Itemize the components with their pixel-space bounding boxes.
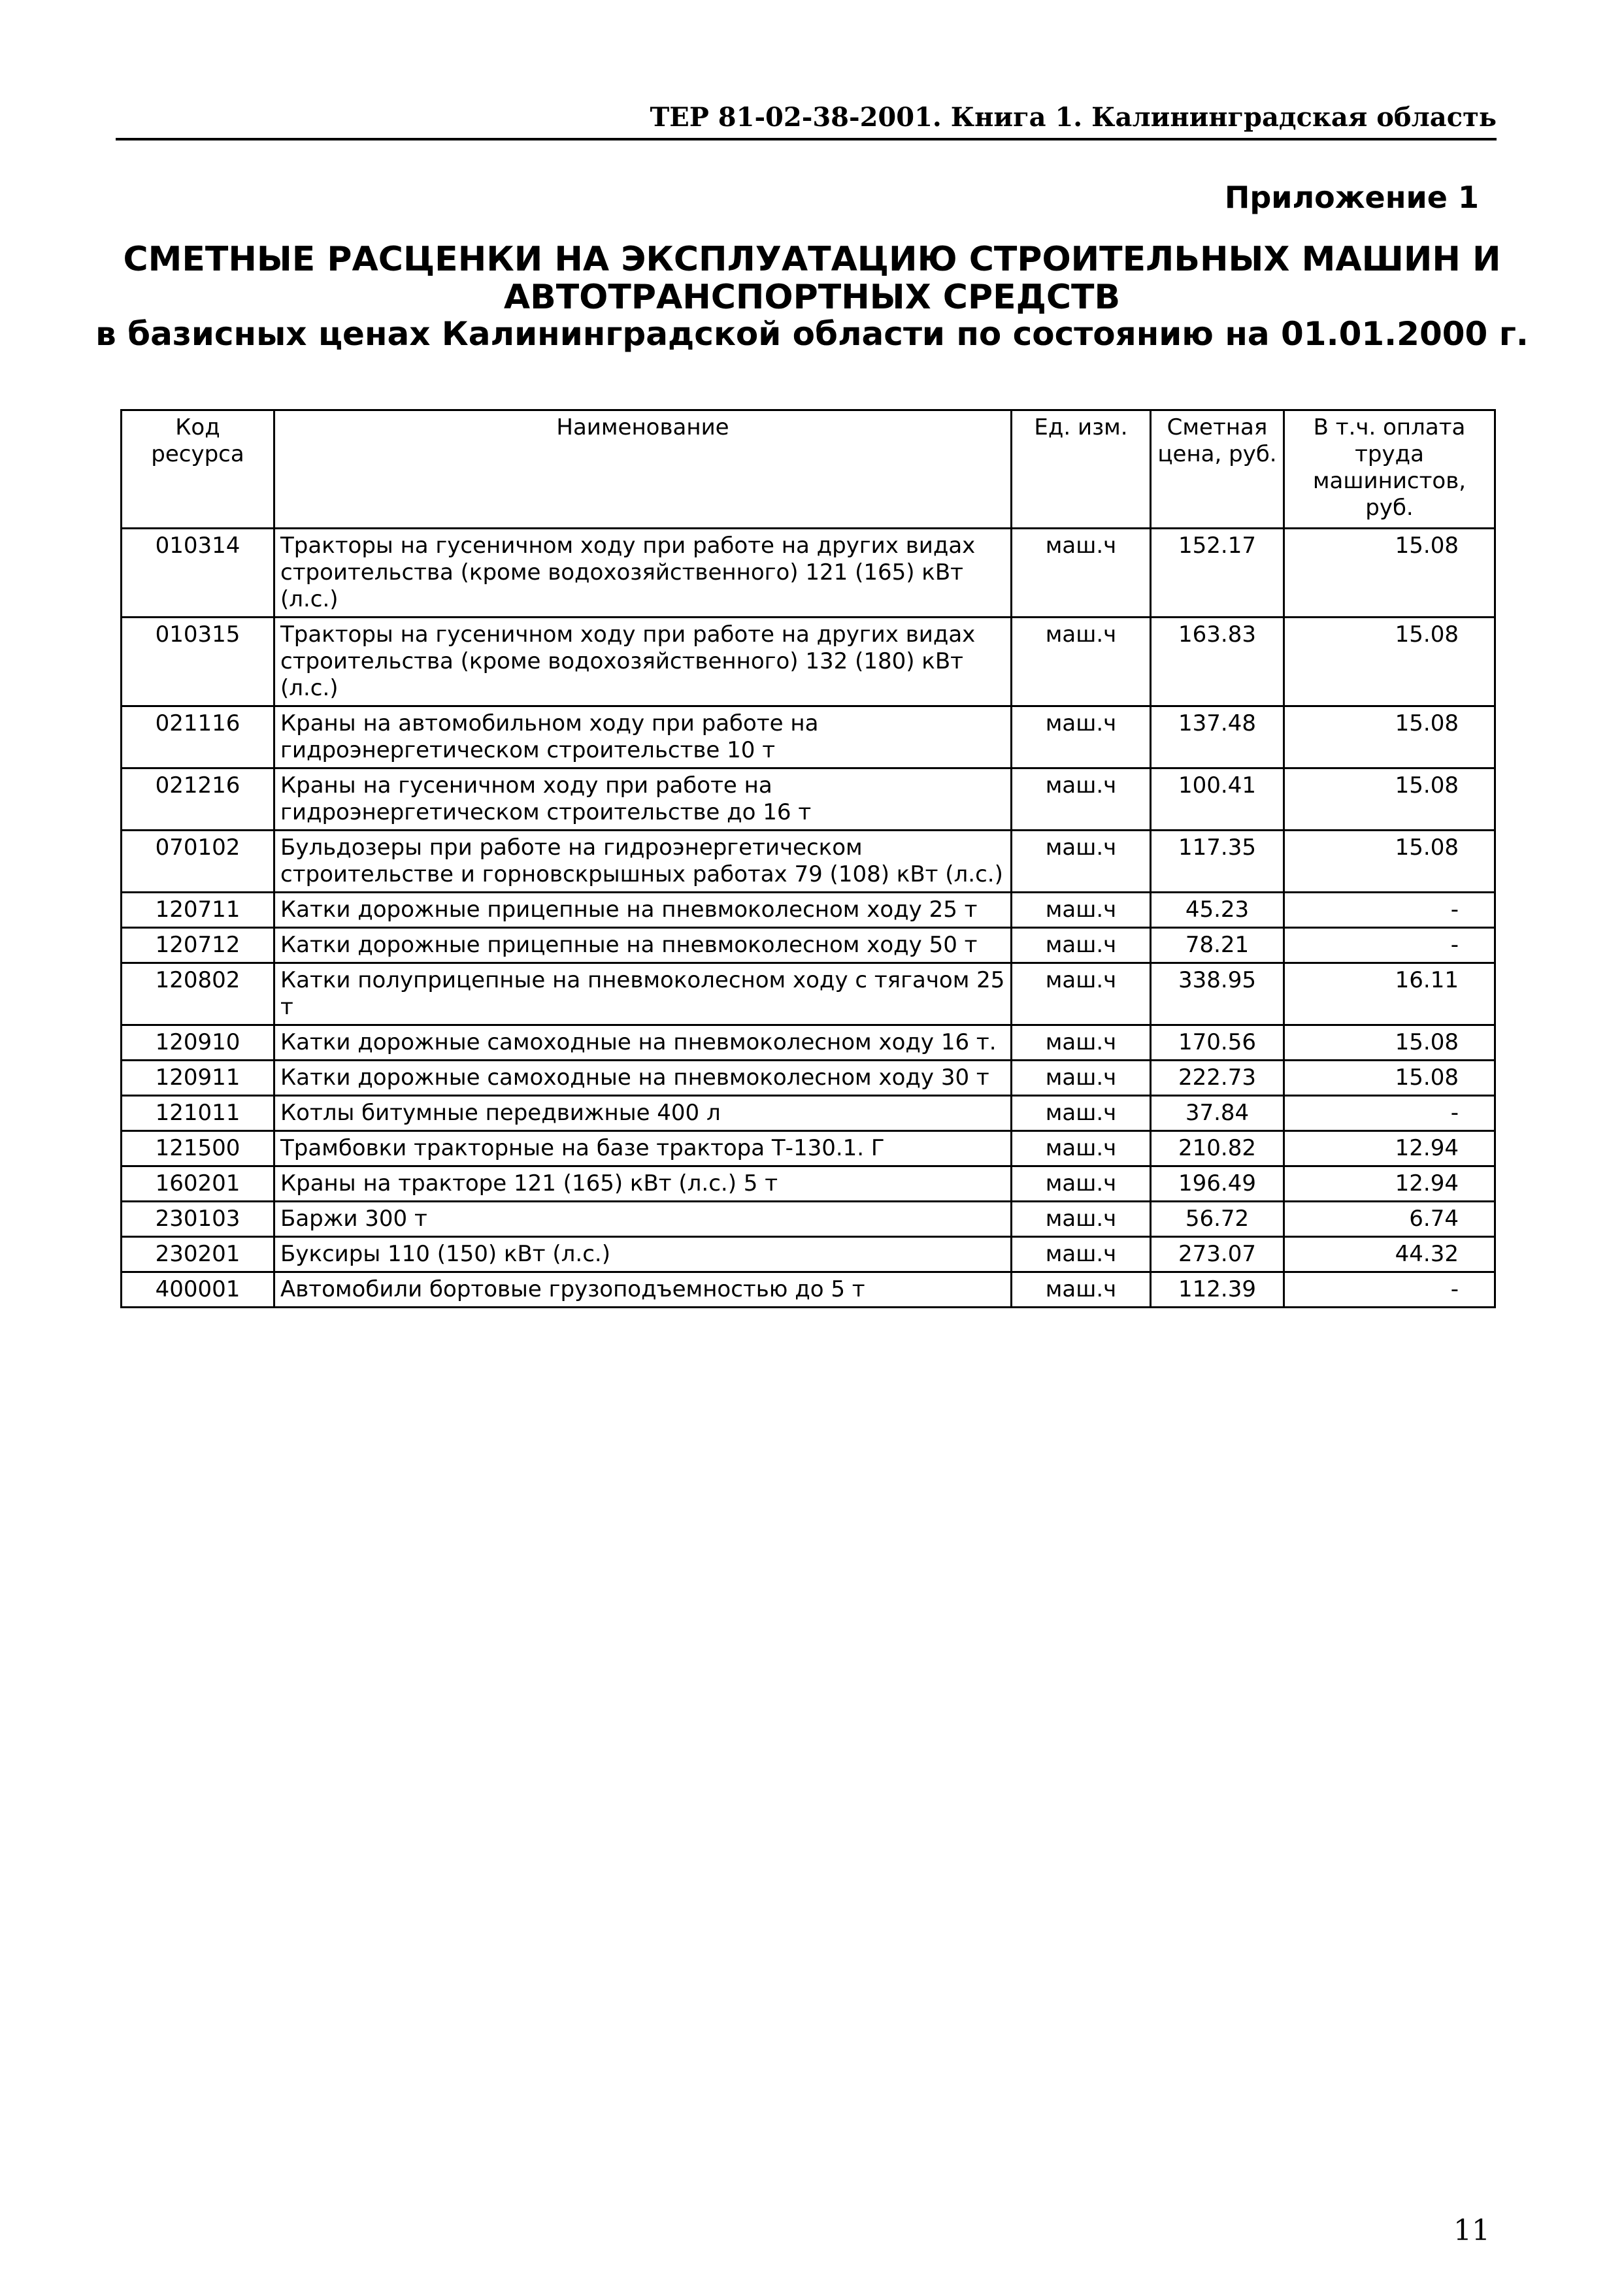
table-row	[122, 529, 1495, 618]
table-row	[122, 1061, 1495, 1096]
cell-unit: маш.ч	[1012, 831, 1151, 893]
cell-labor: 15.08	[1284, 831, 1495, 893]
cell-name: Краны на гусеничном ходу при работе на гидроэнергетическом строительстве до 16 т	[274, 768, 1012, 831]
cell-labor: 15.08	[1284, 618, 1495, 706]
table-row	[122, 831, 1495, 893]
cell-labor: 15.08	[1284, 1061, 1495, 1096]
cell-labor: 15.08	[1284, 1025, 1495, 1061]
table-row	[122, 768, 1495, 831]
table-row	[122, 1131, 1495, 1166]
cell-labor: 6.74	[1284, 1202, 1495, 1237]
cell-name: Баржи 300 т	[274, 1202, 1012, 1237]
table-header-row	[122, 410, 1495, 529]
cell-unit: маш.ч	[1012, 1166, 1151, 1202]
cell-code: 230201	[122, 1237, 274, 1272]
table-row	[122, 1237, 1495, 1272]
cell-name: Катки полуприцепные на пневмоколесном ходу с тягачом 25 т	[274, 963, 1012, 1025]
cell-price: 170.56	[1151, 1025, 1284, 1061]
cell-code: 120911	[122, 1061, 274, 1096]
cell-price: 45.23	[1151, 893, 1284, 928]
table-row	[122, 928, 1495, 963]
table-row	[122, 1272, 1495, 1308]
cell-labor: 15.08	[1284, 768, 1495, 831]
cell-price: 152.17	[1151, 529, 1284, 618]
cell-labor: 16.11	[1284, 963, 1495, 1025]
cell-unit: маш.ч	[1012, 1131, 1151, 1166]
cell-name: Тракторы на гусеничном ходу при работе на других видах строительства (кроме водохозяйственного) 121 (165) кВт (л.с.)	[274, 529, 1012, 618]
cell-name: Буксиры 110 (150) кВт (л.с.)	[274, 1237, 1012, 1272]
cell-code: 230103	[122, 1202, 274, 1237]
table-row	[122, 618, 1495, 706]
cell-price: 56.72	[1151, 1202, 1284, 1237]
cell-labor: 44.32	[1284, 1237, 1495, 1272]
cell-code: 400001	[122, 1272, 274, 1308]
cell-name: Тракторы на гусеничном ходу при работе на других видах строительства (кроме водохозяйственного) 132 (180) кВт (л.с.)	[274, 618, 1012, 706]
cell-unit: маш.ч	[1012, 1237, 1151, 1272]
table-row	[122, 706, 1495, 768]
cell-labor: 12.94	[1284, 1166, 1495, 1202]
cell-labor: 15.08	[1284, 529, 1495, 618]
cell-price: 222.73	[1151, 1061, 1284, 1096]
cell-unit: маш.ч	[1012, 768, 1151, 831]
cell-price: 137.48	[1151, 706, 1284, 768]
cell-code: 160201	[122, 1166, 274, 1202]
cell-name: Катки дорожные самоходные на пневмоколесном ходу 16 т.	[274, 1025, 1012, 1061]
title-line-1: СМЕТНЫЕ РАСЦЕНКИ НА ЭКСПЛУАТАЦИЮ СТРОИТЕЛЬНЫХ МАШИН И	[123, 240, 1501, 279]
cell-code: 120910	[122, 1025, 274, 1061]
cell-unit: маш.ч	[1012, 1061, 1151, 1096]
cell-price: 338.95	[1151, 963, 1284, 1025]
cell-code: 120711	[122, 893, 274, 928]
cell-name: Краны на тракторе 121 (165) кВт (л.с.) 5 т	[274, 1166, 1012, 1202]
table-row	[122, 963, 1495, 1025]
cell-unit: маш.ч	[1012, 1272, 1151, 1308]
table-row	[122, 1202, 1495, 1237]
cell-code: 070102	[122, 831, 274, 893]
cell-labor: -	[1284, 893, 1495, 928]
cell-unit: маш.ч	[1012, 1202, 1151, 1237]
cell-price: 273.07	[1151, 1237, 1284, 1272]
cell-name: Катки дорожные прицепные на пневмоколесном ходу 25 т	[274, 893, 1012, 928]
cell-price: 112.39	[1151, 1272, 1284, 1308]
cell-name: Катки дорожные прицепные на пневмоколесном ходу 50 т	[274, 928, 1012, 963]
appendix-label: Приложение 1	[1224, 180, 1479, 215]
table-row	[122, 893, 1495, 928]
cell-unit: маш.ч	[1012, 963, 1151, 1025]
title-line-2: АВТОТРАНСПОРТНЫХ СРЕДСТВ	[503, 278, 1121, 317]
page-number: 11	[1453, 2214, 1490, 2247]
cell-name: Котлы битумные передвижные 400 л	[274, 1096, 1012, 1131]
cell-unit: маш.ч	[1012, 1025, 1151, 1061]
cell-price: 196.49	[1151, 1166, 1284, 1202]
cell-price: 210.82	[1151, 1131, 1284, 1166]
running-header-text: ТЕР 81-02-38-2001. Книга 1. Калининградская область	[650, 102, 1497, 133]
cell-unit: маш.ч	[1012, 529, 1151, 618]
cell-name: Автомобили бортовые грузоподъемностью до 5 т	[274, 1272, 1012, 1308]
cell-name: Трамбовки тракторные на базе трактора Т-130.1. Г	[274, 1131, 1012, 1166]
cell-price: 163.83	[1151, 618, 1284, 706]
cell-name: Бульдозеры при работе на гидроэнергетическом строительстве и горновскрышных работах 79 (108) кВт (л.с.)	[274, 831, 1012, 893]
cell-labor: -	[1284, 1272, 1495, 1308]
cell-labor: -	[1284, 1096, 1495, 1131]
cell-code: 121500	[122, 1131, 274, 1166]
cell-code: 010315	[122, 618, 274, 706]
cell-code: 120802	[122, 963, 274, 1025]
cell-code: 120712	[122, 928, 274, 963]
cell-price: 37.84	[1151, 1096, 1284, 1131]
cell-unit: маш.ч	[1012, 893, 1151, 928]
column-header-name: Наименование	[274, 410, 1012, 529]
document-subtitle: в базисных ценах Калининградской области по состоянию на 01.01.2000 г.	[95, 315, 1529, 353]
document-title	[0, 240, 1624, 316]
cell-code: 010314	[122, 529, 274, 618]
cell-price: 117.35	[1151, 831, 1284, 893]
cell-unit: маш.ч	[1012, 1096, 1151, 1131]
cell-code: 021116	[122, 706, 274, 768]
table-row	[122, 1096, 1495, 1131]
cell-code: 121011	[122, 1096, 274, 1131]
cell-price: 78.21	[1151, 928, 1284, 963]
column-header-labor: В т.ч. оплата труда машинистов, руб.	[1284, 410, 1495, 529]
table-row	[122, 1025, 1495, 1061]
cell-labor: 12.94	[1284, 1131, 1495, 1166]
cell-code: 021216	[122, 768, 274, 831]
table-row	[122, 1166, 1495, 1202]
running-header	[116, 101, 1497, 140]
cell-unit: маш.ч	[1012, 928, 1151, 963]
rates-table	[120, 409, 1496, 1308]
cell-labor: -	[1284, 928, 1495, 963]
column-header-code: Код ресурса	[122, 410, 274, 529]
cell-price: 100.41	[1151, 768, 1284, 831]
cell-name: Катки дорожные самоходные на пневмоколесном ходу 30 т	[274, 1061, 1012, 1096]
cell-name: Краны на автомобильном ходу при работе на гидроэнергетическом строительстве 10 т	[274, 706, 1012, 768]
cell-labor: 15.08	[1284, 706, 1495, 768]
cell-unit: маш.ч	[1012, 706, 1151, 768]
column-header-unit: Ед. изм.	[1012, 410, 1151, 529]
cell-unit: маш.ч	[1012, 618, 1151, 706]
column-header-price: Сметная цена, руб.	[1151, 410, 1284, 529]
